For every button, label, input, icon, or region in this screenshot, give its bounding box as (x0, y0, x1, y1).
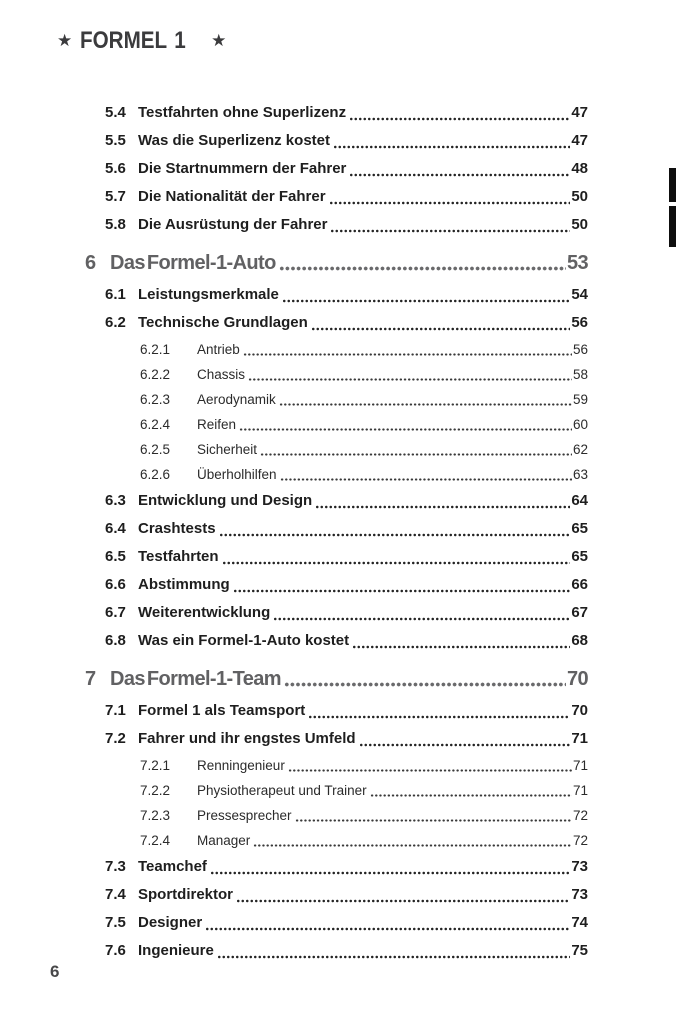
toc-row (85, 803, 588, 828)
toc-entry-title: Crashtests (138, 520, 216, 537)
dot-leader (311, 327, 571, 331)
dot-leader (279, 266, 566, 271)
toc-entry-title: Technische Grundlagen (138, 314, 308, 331)
dot-leader (352, 645, 570, 649)
toc-entry-number: 6.8 (105, 632, 126, 649)
dot-leader (236, 899, 570, 903)
dot-leader (239, 428, 572, 431)
toc-entry-page: 63 (572, 467, 588, 482)
toc-row (85, 881, 588, 909)
toc-entry-number: 6.2.5 (140, 442, 171, 457)
toc-entry-title: Antrieb (197, 342, 240, 357)
toc-entry-page: 67 (571, 604, 588, 621)
dot-leader (210, 871, 570, 875)
toc-entry-title: Testfahrten (138, 548, 219, 565)
toc-entry-page: 65 (571, 520, 588, 537)
dot-leader (219, 533, 571, 537)
dot-leader (222, 561, 571, 565)
toc-row (85, 99, 588, 127)
toc-entry-number: 5.5 (105, 132, 126, 149)
dot-leader (329, 201, 571, 205)
toc-row (85, 487, 588, 515)
toc-entry-page: 65 (571, 548, 588, 565)
toc-entry-title: Leistungsmerkmale (138, 286, 279, 303)
toc-entry-number: 7.5 (105, 914, 126, 931)
dot-leader (330, 229, 570, 233)
toc-row (85, 309, 588, 337)
toc-entry-title: Physiotherapeut und Trainer (197, 783, 367, 798)
toc-row (85, 778, 588, 803)
toc-entry-title: Ingenieure (138, 942, 214, 959)
toc-entry-number: 6.5 (105, 548, 126, 565)
toc-entry-title: Das Formel-1-Team (110, 668, 281, 690)
toc-entry-page: 50 (571, 216, 588, 233)
dot-leader (280, 478, 572, 481)
toc-entry-page: 47 (571, 104, 588, 121)
toc-row (85, 127, 588, 155)
toc-entry-title: Aerodynamik (197, 392, 276, 407)
dot-leader (284, 682, 566, 687)
toc-entry-number: 6.2.3 (140, 392, 171, 407)
toc-entry-number: 7.2 (105, 730, 126, 747)
dot-leader (349, 173, 570, 177)
toc-row (85, 937, 588, 965)
toc-entry-title: Renningenieur (197, 758, 285, 773)
toc-row (85, 627, 588, 655)
dot-leader (308, 715, 570, 719)
toc-chapter-row (85, 661, 588, 695)
toc-entry-page: 60 (572, 417, 588, 432)
toc-entry-number: 6.4 (105, 520, 126, 537)
toc-entry-title: Was die Superlizenz kostet (138, 132, 330, 149)
toc-entry-title: Testfahrten ohne Superlizenz (138, 104, 347, 121)
book-logo (57, 27, 226, 55)
toc-entry-page: 71 (572, 758, 588, 773)
toc-entry-title: Formel 1 als Teamsport (138, 702, 306, 719)
toc-entry-number: 7.2.1 (140, 758, 171, 773)
toc-entry-page: 73 (571, 858, 588, 875)
toc-row (85, 828, 588, 853)
dot-leader (288, 769, 572, 772)
toc-entry-page: 66 (571, 576, 588, 593)
toc-entry-title: Designer (138, 914, 203, 931)
toc-entry-title: Teamchef (138, 858, 207, 875)
dot-leader (282, 299, 570, 303)
toc-entry-page: 50 (571, 188, 588, 205)
dot-leader (260, 453, 572, 456)
page-edge-tab (669, 206, 676, 247)
toc-entry-title: Chassis (197, 367, 246, 382)
toc-entry-number: 7.2.3 (140, 808, 171, 823)
toc-entry-page: 70 (571, 702, 588, 719)
toc-row (85, 412, 588, 437)
footer-page-number: 6 (50, 962, 60, 981)
toc-entry-number: 7.4 (105, 886, 126, 903)
toc-entry-page: 48 (571, 160, 588, 177)
toc-entry-number: 5.7 (105, 188, 126, 205)
toc-entry-title: Die Nationalität der Fahrer (138, 188, 326, 205)
toc-entry-number: 6.3 (105, 492, 126, 509)
toc-entry-page: 68 (571, 632, 588, 649)
toc-entry-page: 71 (572, 783, 588, 798)
table-of-contents (85, 99, 588, 965)
toc-entry-number: 7.2.4 (140, 833, 171, 848)
toc-row (85, 853, 588, 881)
toc-entry-number: 6.2.1 (140, 342, 171, 357)
toc-entry-page: 59 (572, 392, 588, 407)
star-icon: ★ (57, 30, 73, 50)
toc-row (85, 753, 588, 778)
toc-entry-title: Die Ausrüstung der Fahrer (138, 216, 328, 233)
toc-entry-title: Sicherheit (197, 442, 258, 457)
toc-entry-title: Pressesprecher (197, 808, 292, 823)
toc-entry-page: 53 (566, 252, 588, 274)
dot-leader (315, 505, 570, 509)
dot-leader (217, 955, 570, 959)
toc-entry-page: 54 (571, 286, 588, 303)
toc-row (85, 155, 588, 183)
star-icon: ★ (211, 30, 227, 50)
dot-leader (205, 927, 570, 931)
toc-entry-page: 62 (572, 442, 588, 457)
toc-entry-title: Manager (197, 833, 251, 848)
toc-entry-number: 6.2 (105, 314, 126, 331)
dot-leader (359, 743, 571, 747)
toc-row (85, 697, 588, 725)
toc-entry-title: Das Formel-1-Auto (110, 252, 276, 274)
toc-entry-number: 7.3 (105, 858, 126, 875)
toc-entry-number: 6.7 (105, 604, 126, 621)
book-title: FORMEL 1 (80, 27, 186, 54)
toc-entry-page: 56 (572, 342, 588, 357)
dot-leader (349, 117, 570, 121)
toc-row (85, 183, 588, 211)
toc-row (85, 599, 588, 627)
toc-entry-number: 5.8 (105, 216, 126, 233)
toc-entry-number: 5.6 (105, 160, 126, 177)
toc-entry-number: 6 (85, 252, 96, 274)
toc-entry-title: Entwicklung und Design (138, 492, 313, 509)
toc-entry-number: 6.1 (105, 286, 126, 303)
toc-entry-page: 56 (571, 314, 588, 331)
toc-entry-title: Überholhilfen (197, 467, 277, 482)
toc-entry-number: 7.1 (105, 702, 126, 719)
dot-leader (370, 794, 572, 797)
toc-row (85, 362, 588, 387)
toc-entry-page: 73 (571, 886, 588, 903)
dot-leader (233, 589, 571, 593)
toc-entry-number: 6.2.4 (140, 417, 171, 432)
toc-entry-page: 71 (571, 730, 588, 747)
toc-entry-page: 74 (571, 914, 588, 931)
toc-row (85, 571, 588, 599)
toc-entry-number: 7.6 (105, 942, 126, 959)
toc-row (85, 387, 588, 412)
dot-leader (295, 819, 572, 822)
dot-leader (243, 353, 572, 356)
toc-entry-page: 64 (571, 492, 588, 509)
toc-entry-title: Abstimmung (138, 576, 230, 593)
toc-entry-title: Was ein Formel-1-Auto kostet (138, 632, 350, 649)
dot-leader (273, 617, 570, 621)
dot-leader (333, 145, 570, 149)
toc-entry-number: 6.2.6 (140, 467, 171, 482)
toc-row (85, 211, 588, 239)
toc-entry-title: Fahrer und ihr engstes Umfeld (138, 730, 356, 747)
toc-row (85, 909, 588, 937)
toc-entry-number: 7 (85, 668, 96, 690)
toc-entry-title: Weiterentwicklung (138, 604, 271, 621)
toc-entry-page: 58 (572, 367, 588, 382)
page-edge-tab (669, 168, 676, 202)
toc-entry-page: 47 (571, 132, 588, 149)
toc-entry-title: Sportdirektor (138, 886, 234, 903)
toc-row (85, 725, 588, 753)
toc-entry-number: 5.4 (105, 104, 126, 121)
toc-entry-number: 6.6 (105, 576, 126, 593)
toc-entry-title: Reifen (197, 417, 237, 432)
toc-entry-page: 70 (566, 668, 588, 690)
toc-row (85, 281, 588, 309)
toc-row (85, 337, 588, 362)
toc-entry-title: Die Startnummern der Fahrer (138, 160, 347, 177)
dot-leader (248, 378, 572, 381)
toc-chapter-row (85, 245, 588, 279)
toc-entry-number: 6.2.2 (140, 367, 171, 382)
toc-entry-number: 7.2.2 (140, 783, 171, 798)
dot-leader (253, 844, 572, 847)
toc-row (85, 462, 588, 487)
toc-entry-page: 72 (572, 808, 588, 823)
toc-row (85, 515, 588, 543)
toc-entry-page: 75 (571, 942, 588, 959)
toc-entry-page: 72 (572, 833, 588, 848)
toc-row (85, 437, 588, 462)
toc-row (85, 543, 588, 571)
dot-leader (279, 403, 572, 406)
